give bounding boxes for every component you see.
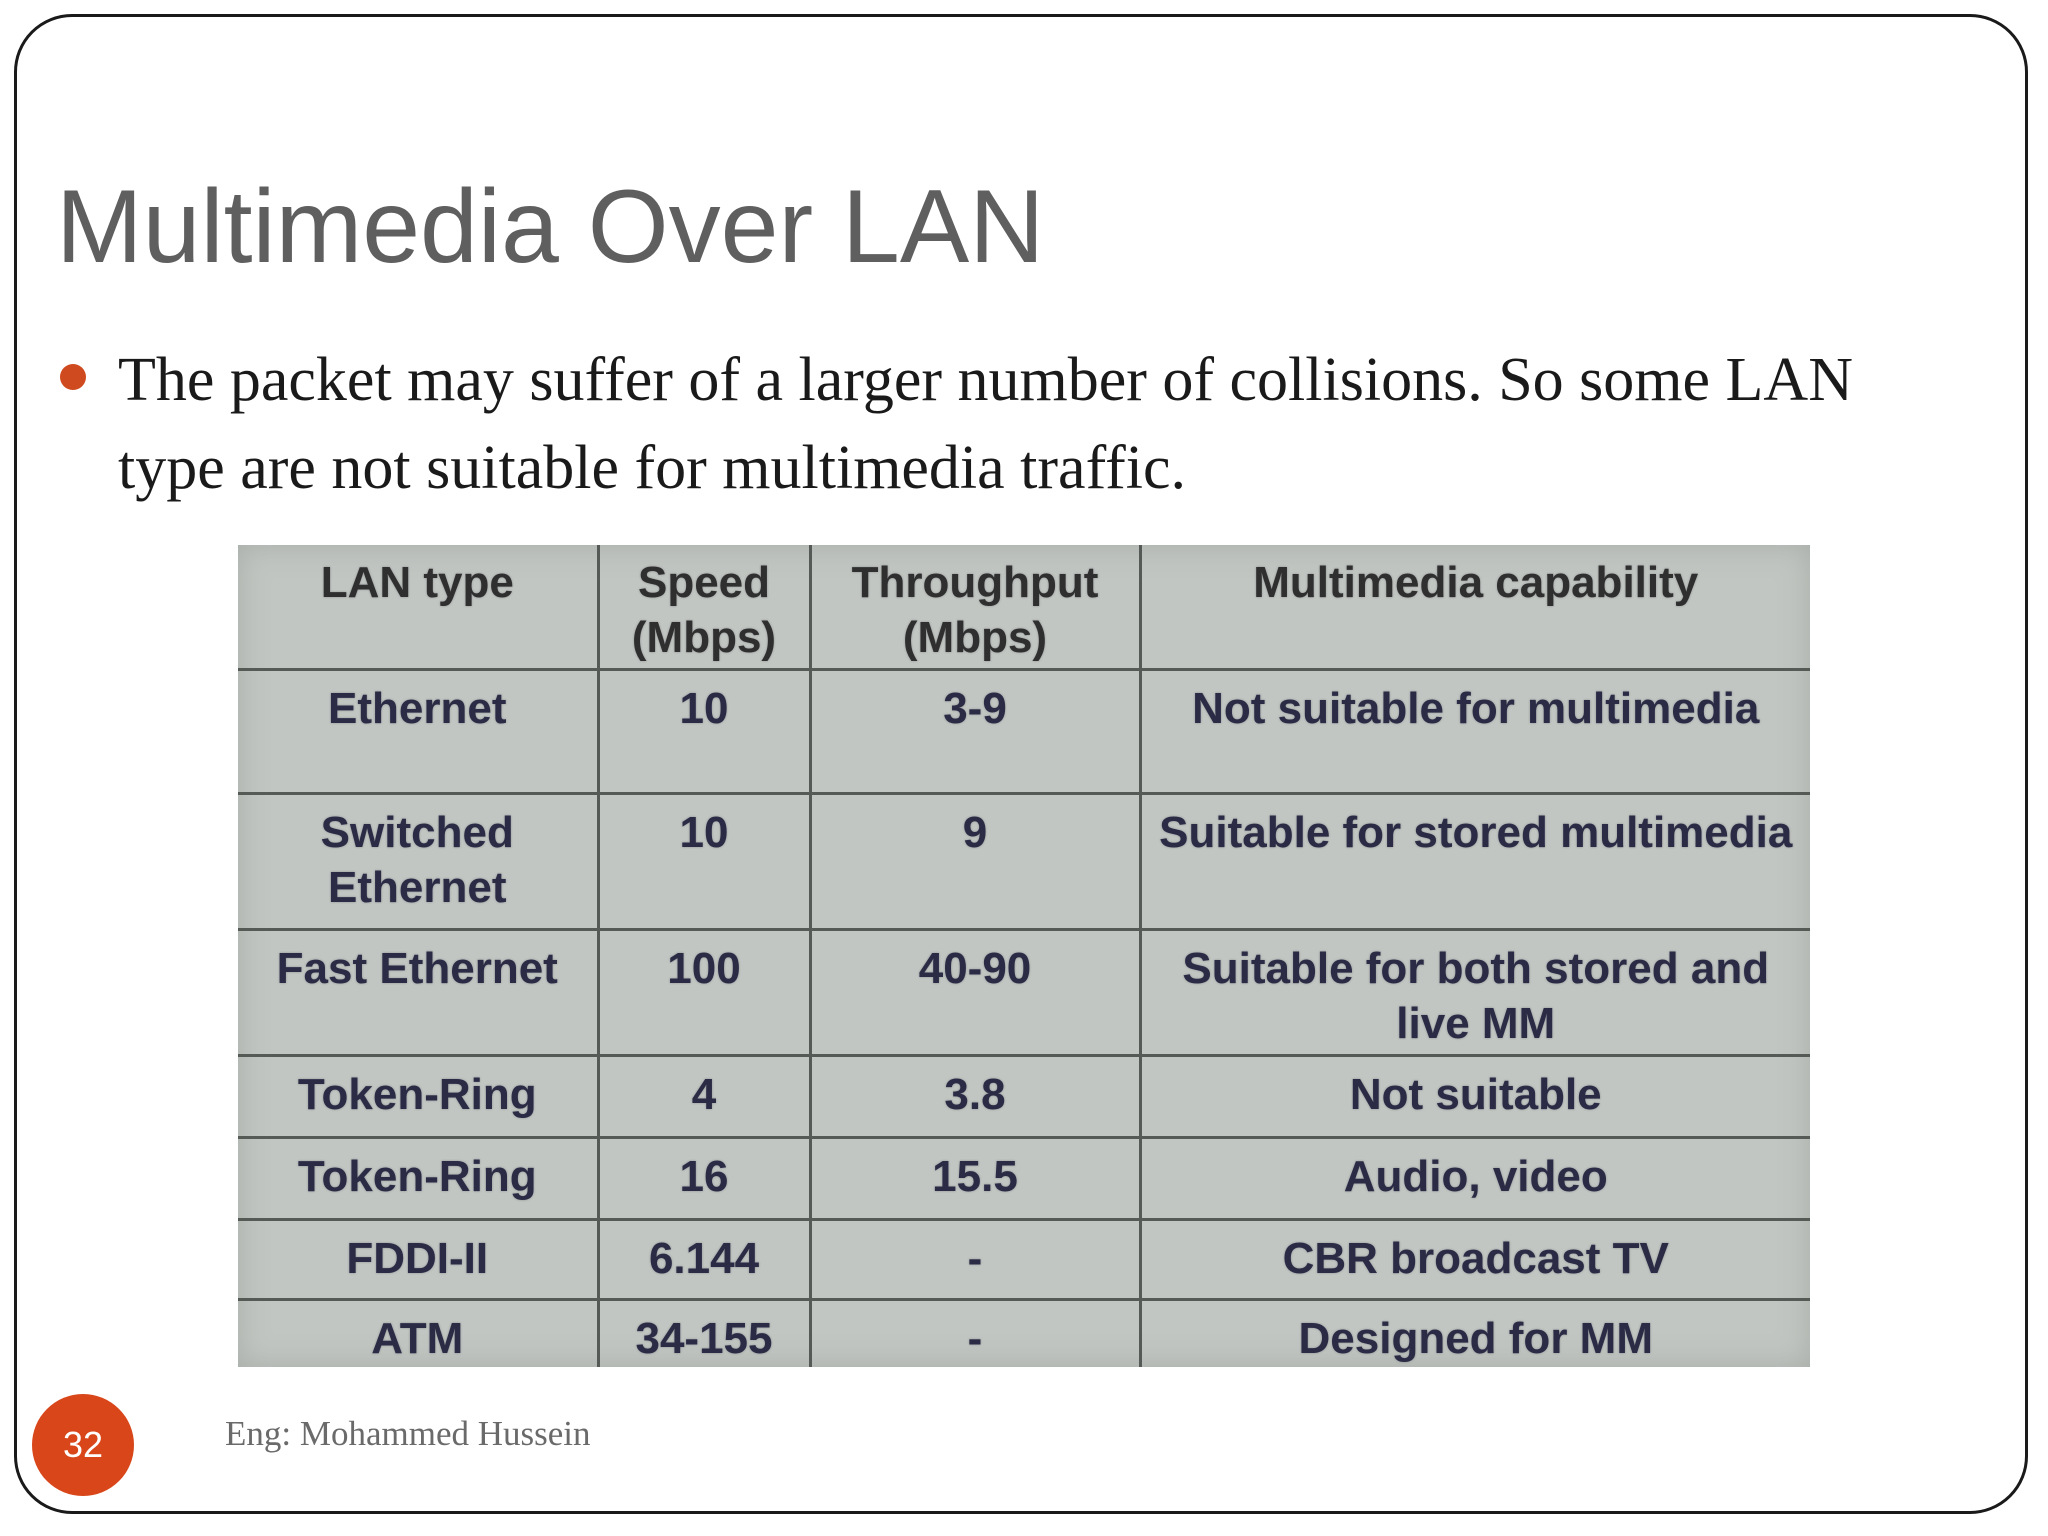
cell-capability: Audio, video — [1140, 1137, 1810, 1219]
footer-author: Eng: Mohammed Hussein — [225, 1414, 591, 1453]
cell-speed: 10 — [598, 793, 810, 929]
cell-speed: 100 — [598, 929, 810, 1055]
header-speed: Speed (Mbps) — [598, 545, 810, 669]
cell-throughput: 3.8 — [810, 1055, 1140, 1137]
table-row — [238, 1219, 1810, 1299]
cell-lan-type: Ethernet — [238, 669, 598, 793]
lan-table — [238, 545, 1810, 1367]
cell-throughput: 40-90 — [810, 929, 1140, 1055]
slide-title: Multimedia Over LAN — [56, 169, 1045, 285]
cell-capability: Suitable for both stored and live MM — [1140, 929, 1810, 1055]
cell-throughput: - — [810, 1299, 1140, 1367]
cell-lan-type: Fast Ethernet — [238, 929, 598, 1055]
cell-throughput: 9 — [810, 793, 1140, 929]
cell-speed: 10 — [598, 669, 810, 793]
table-row — [238, 793, 1810, 929]
table-row — [238, 669, 1810, 793]
cell-throughput: 3-9 — [810, 669, 1140, 793]
table-row — [238, 1137, 1810, 1219]
table-row — [238, 929, 1810, 1055]
cell-capability: Suitable for stored multimedia — [1140, 793, 1810, 929]
cell-speed: 4 — [598, 1055, 810, 1137]
table-row — [238, 1299, 1810, 1367]
cell-capability: Designed for MM — [1140, 1299, 1810, 1367]
header-lan-type: LAN type — [238, 545, 598, 669]
cell-throughput: - — [810, 1219, 1140, 1299]
cell-speed: 16 — [598, 1137, 810, 1219]
header-multimedia-capability: Multimedia capability — [1140, 545, 1810, 669]
cell-throughput: 15.5 — [810, 1137, 1140, 1219]
bullet-icon — [60, 364, 86, 390]
cell-speed: 34-155 — [598, 1299, 810, 1367]
cell-capability: Not suitable — [1140, 1055, 1810, 1137]
cell-lan-type: Token-Ring — [238, 1055, 598, 1137]
page-number: 32 — [62, 1424, 104, 1465]
table-row — [238, 1055, 1810, 1137]
cell-lan-type: Token-Ring — [238, 1137, 598, 1219]
lan-table-image — [238, 545, 1810, 1367]
cell-capability: CBR broadcast TV — [1140, 1219, 1810, 1299]
page-number-badge — [32, 1394, 134, 1496]
cell-speed: 6.144 — [598, 1219, 810, 1299]
bullet-text: The packet may suffer of a larger number of collisions. So some LAN type are not suitable for multimedia traffic. — [118, 346, 1853, 502]
cell-capability: Not suitable for multimedia — [1140, 669, 1810, 793]
cell-lan-type: FDDI-II — [238, 1219, 598, 1299]
table-header-row — [238, 545, 1810, 669]
cell-lan-type: ATM — [238, 1299, 598, 1367]
cell-lan-type: Switched Ethernet — [238, 793, 598, 929]
header-throughput: Throughput (Mbps) — [810, 545, 1140, 669]
